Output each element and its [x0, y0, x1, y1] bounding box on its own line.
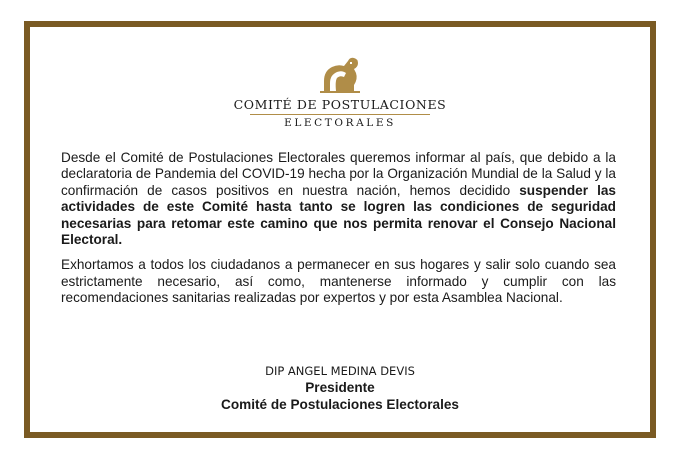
paragraph-announcement [61, 150, 616, 248]
signature-block [30, 364, 650, 413]
document-frame [24, 21, 656, 438]
signatory-organization: Comité de Postulaciones Electorales [221, 397, 459, 412]
paragraph-announcement-bold: suspender las actividades de este Comité hasta tanto se logren las condiciones de seguridad necesarias para retomar este camino que nos permita renovar el Consejo Nacional Electoral. [61, 182, 616, 248]
logo-title: COMITÉ DE POSTULACIONES [233, 97, 447, 112]
logo-divider [250, 114, 430, 115]
eagle-emblem-icon [314, 53, 366, 93]
paragraph-announcement-text: Desde el Comité de Postulaciones Electorales queremos informar al país, que debido a la declaratoria de Pandemia del COVID-19 hecha por la Organización Mundial de la Salud y la confirmación de casos positivos en nuestra nación, hemos decidido [61, 150, 616, 198]
signatory-name: DIP ANGEL MEDINA DEVIS [265, 364, 415, 378]
committee-logo [30, 53, 650, 130]
signatory-role: Presidente [305, 380, 375, 395]
paragraph-exhortation: Exhortamos a todos los ciudadanos a permanecer en sus hogares y salir solo cuando sea estrictamente necesario, así como, mantenerse informado y cumplir con las recomendaciones sanitarias realizadas por expertos y por esta Asamblea Nacional. [61, 257, 616, 306]
logo-subtitle: ELECTORALES [284, 117, 396, 129]
statement-body [61, 150, 616, 316]
